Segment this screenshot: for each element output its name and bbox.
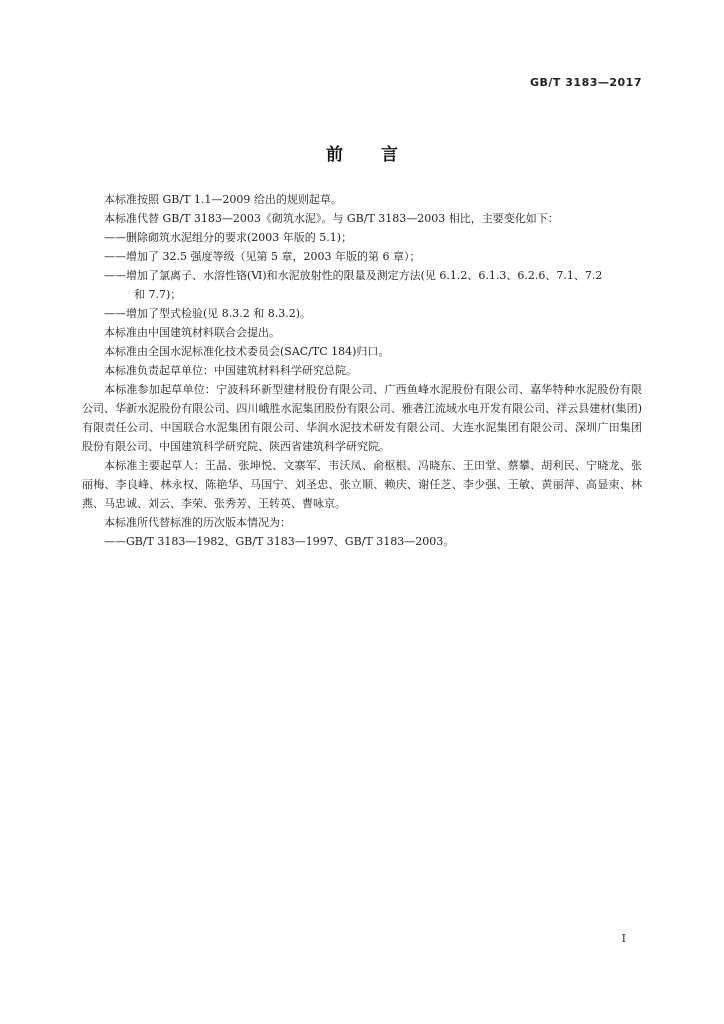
paragraph-lead-drafter: 本标准负责起草单位：中国建筑材料科学研究总院。 xyxy=(104,364,357,377)
change-item-3 xyxy=(82,266,642,304)
paragraph-main-drafters: 本标准主要起草人：王晶、张坤悦、文寨军、韦沃凤、俞枢根、冯晓东、王田堂、蔡攀、胡利民、宁晓龙、张丽梅、李良峰、林永权、陈艳华、马国宁、刘圣忠、张立顺、赖庆、谢任芝、李少强、王敏、黄丽萍、高显束、林燕、马忠诚、刘云、李荣、张秀芳、王转英、曹咏京。 xyxy=(82,459,642,510)
paragraph-managed-by: 本标准由全国水泥标准化技术委员会(SAC/TC 184)归口。 xyxy=(104,345,390,358)
change-item-1: ——删除砌筑水泥组分的要求(2003 年版的 5.1)； xyxy=(104,231,353,244)
change-item-2: ——增加了 32.5 强度等级（见第 5 章，2003 年版的第 6 章）； xyxy=(104,250,421,263)
change-item-4: ——增加了型式检验(见 8.3.2 和 8.3.2)。 xyxy=(104,307,312,320)
paragraph-participating-units: 本标准参加起草单位：宁波科环新型建材股份有限公司、广西鱼峰水泥股份有限公司、嘉华特种水泥股份有限公司、华新水泥股份有限公司、四川峨胜水泥集团股份有限公司、雅砻江流域水电开发有限公司、祥云县建材(集团)有限责任公司、中国联合水泥集团有限公司、华润水泥技术研发有限公司、大连水泥集团有限公司、深圳广田集团股份有限公司、中国建筑科学研究院、陕西省建筑科学研究院。 xyxy=(82,383,642,453)
standard-code: GB/T 3183—2017 xyxy=(530,76,642,89)
page-number: I xyxy=(621,932,626,945)
paragraph-history: 本标准所代替标准的历次版本情况为： xyxy=(104,516,291,529)
paragraph-replaces: 本标准代替 GB/T 3183—2003《砌筑水泥》。与 GB/T 3183—2003 相比，主要变化如下： xyxy=(104,212,559,225)
document-body xyxy=(82,190,642,551)
change-item-3-line-1: ——增加了氯离子、水溶性铬(Ⅵ)和水泥放射性的限量及测定方法(见 6.1.2、6.1.3、6.2.6、7.1、7.2 xyxy=(104,269,603,282)
change-item-3-line-2: 和 7.7)； xyxy=(134,288,182,301)
history-item: ——GB/T 3183—1982、GB/T 3183—1997、GB/T 3183—2003。 xyxy=(104,535,455,548)
paragraph-drafting-rules: 本标准按照 GB/T 1.1—2009 给出的规则起草。 xyxy=(104,193,342,206)
page-title: 前言 xyxy=(326,145,436,165)
paragraph-proposed-by: 本标准由中国建筑材料联合会提出。 xyxy=(104,326,280,339)
